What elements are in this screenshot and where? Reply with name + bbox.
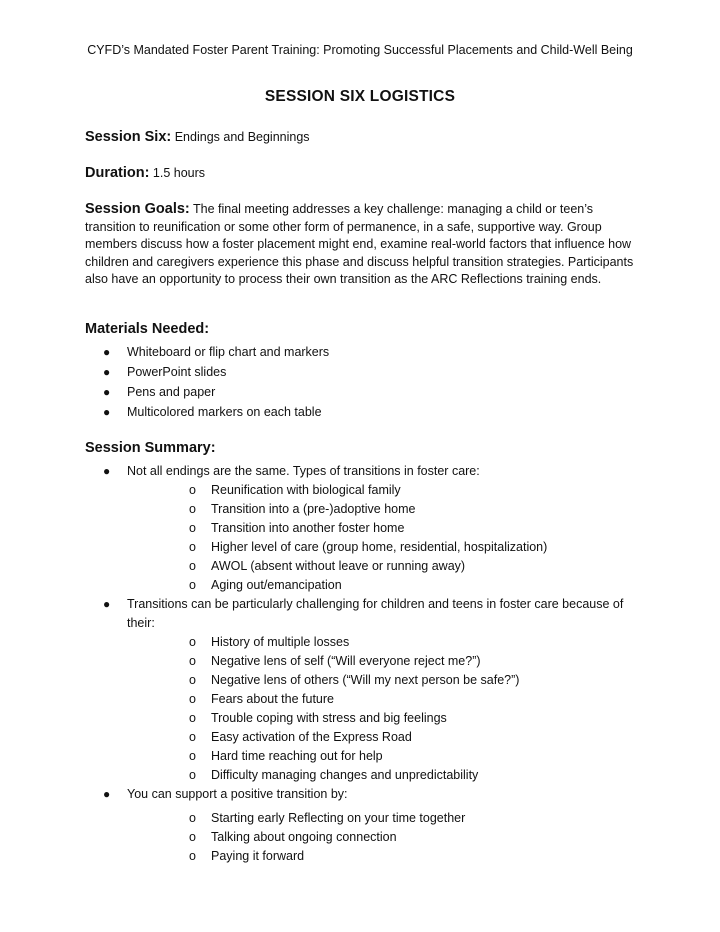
sub-list-item: o Fears about the future [127, 690, 645, 709]
circle-bullet-icon: o [189, 578, 196, 592]
summary-list [85, 462, 645, 866]
list-item: ● You can support a positive transition by: o Starting early Reflecting on your time together o Talking about ongoing connection o Paying it forward [85, 785, 645, 866]
sub-list [127, 809, 645, 866]
sub-list-item: o Easy activation of the Express Road [127, 728, 645, 747]
circle-bullet-icon: o [189, 692, 196, 706]
sub-list-item: o Negative lens of others (“Will my next person be safe?”) [127, 671, 645, 690]
materials-list [85, 343, 645, 422]
duration-label: Duration: [85, 165, 150, 181]
session-field [85, 129, 637, 147]
page-title: SESSION SIX LOGISTICS [264, 88, 456, 105]
circle-bullet-icon: o [189, 768, 196, 782]
list-item: ● Pens and paper [85, 383, 645, 402]
duration-field [85, 165, 637, 183]
sub-list-item: o Hard time reaching out for help [127, 747, 645, 766]
sub-list-item: o Difficulty managing changes and unpredictability [127, 766, 645, 785]
circle-bullet-icon: o [189, 673, 196, 687]
bullet-icon: ● [103, 345, 111, 359]
sub-list-item: o Starting early Reflecting on your time together [127, 809, 645, 828]
circle-bullet-icon: o [189, 540, 196, 554]
sub-list-item: o Negative lens of self (“Will everyone reject me?”) [127, 652, 645, 671]
sub-list-item: o AWOL (absent without leave or running away) [127, 557, 645, 576]
sub-list [127, 481, 645, 595]
summary-heading: Session Summary: [85, 440, 216, 456]
sub-list-item: o Reunification with biological family [127, 481, 645, 500]
circle-bullet-icon: o [189, 521, 196, 535]
bullet-icon: ● [103, 464, 111, 478]
bullet-icon: ● [103, 405, 111, 419]
bullet-icon: ● [103, 365, 111, 379]
circle-bullet-icon: o [189, 635, 196, 649]
running-header: CYFD’s Mandated Foster Parent Training: Promoting Successful Placements and Child-Well Being [87, 43, 633, 57]
circle-bullet-icon: o [189, 749, 196, 763]
sub-list-item: o Aging out/emancipation [127, 576, 645, 595]
list-item: ● Not all endings are the same. Types of transitions in foster care: o Reunification with biological family o Transition into a (pre-)adoptive home o Transition into another foster home o Higher level of care (group home, residential, hospitalization) o AWOL (absent without leave or running away) o Aging out/emancipation [85, 462, 645, 595]
duration-value: 1.5 hours [152, 166, 206, 180]
circle-bullet-icon: o [189, 811, 196, 825]
sub-list-item: o History of multiple losses [127, 633, 645, 652]
list-item: ● Transitions can be particularly challenging for children and teens in foster care because of their: o History of multiple losses o Negative lens of self (“Will everyone reject me?”) o Negative lens of others (“Will my next person be safe?”) o Fears about the future o Trouble coping with stress and big feelings o Easy activation of the Express Road o Hard time reaching out for help o Difficulty managing changes and unpredictability [85, 595, 645, 785]
list-item: ● Whiteboard or flip chart and markers [85, 343, 645, 362]
goals-label: Session Goals: [85, 201, 190, 217]
circle-bullet-icon: o [189, 654, 196, 668]
sub-list-item: o Paying it forward [127, 847, 645, 866]
circle-bullet-icon: o [189, 830, 196, 844]
circle-bullet-icon: o [189, 711, 196, 725]
session-label: Session Six: [85, 129, 172, 145]
bullet-icon: ● [103, 597, 111, 611]
circle-bullet-icon: o [189, 849, 196, 863]
list-item: ● Multicolored markers on each table [85, 403, 645, 422]
sub-list-item: o Transition into another foster home [127, 519, 645, 538]
materials-heading: Materials Needed: [85, 321, 210, 337]
circle-bullet-icon: o [189, 730, 196, 744]
list-item: ● PowerPoint slides [85, 363, 645, 382]
bullet-icon: ● [103, 787, 111, 801]
goals-field [85, 201, 637, 289]
circle-bullet-icon: o [189, 559, 196, 573]
session-value: Endings and Beginnings [174, 130, 310, 144]
sub-list-item: o Talking about ongoing connection [127, 828, 645, 847]
circle-bullet-icon: o [189, 483, 196, 497]
circle-bullet-icon: o [189, 502, 196, 516]
sub-list-item: o Transition into a (pre-)adoptive home [127, 500, 645, 519]
sub-list-item: o Higher level of care (group home, residential, hospitalization) [127, 538, 645, 557]
sub-list [127, 633, 645, 785]
goals-value: The final meeting addresses a key challenge: managing a child or teen’s transition to reunification or some other form of permanence, in a safe, supportive way. Group members discuss how a foster placement might end, examine real-world factors that influence how children and caregivers experience this phase and discuss helpful transition strategies. Participants also have an opportunity to process their own transition as the ARC Reflections training ends. [85, 202, 634, 286]
sub-list-item: o Trouble coping with stress and big feelings [127, 709, 645, 728]
bullet-icon: ● [103, 385, 111, 399]
